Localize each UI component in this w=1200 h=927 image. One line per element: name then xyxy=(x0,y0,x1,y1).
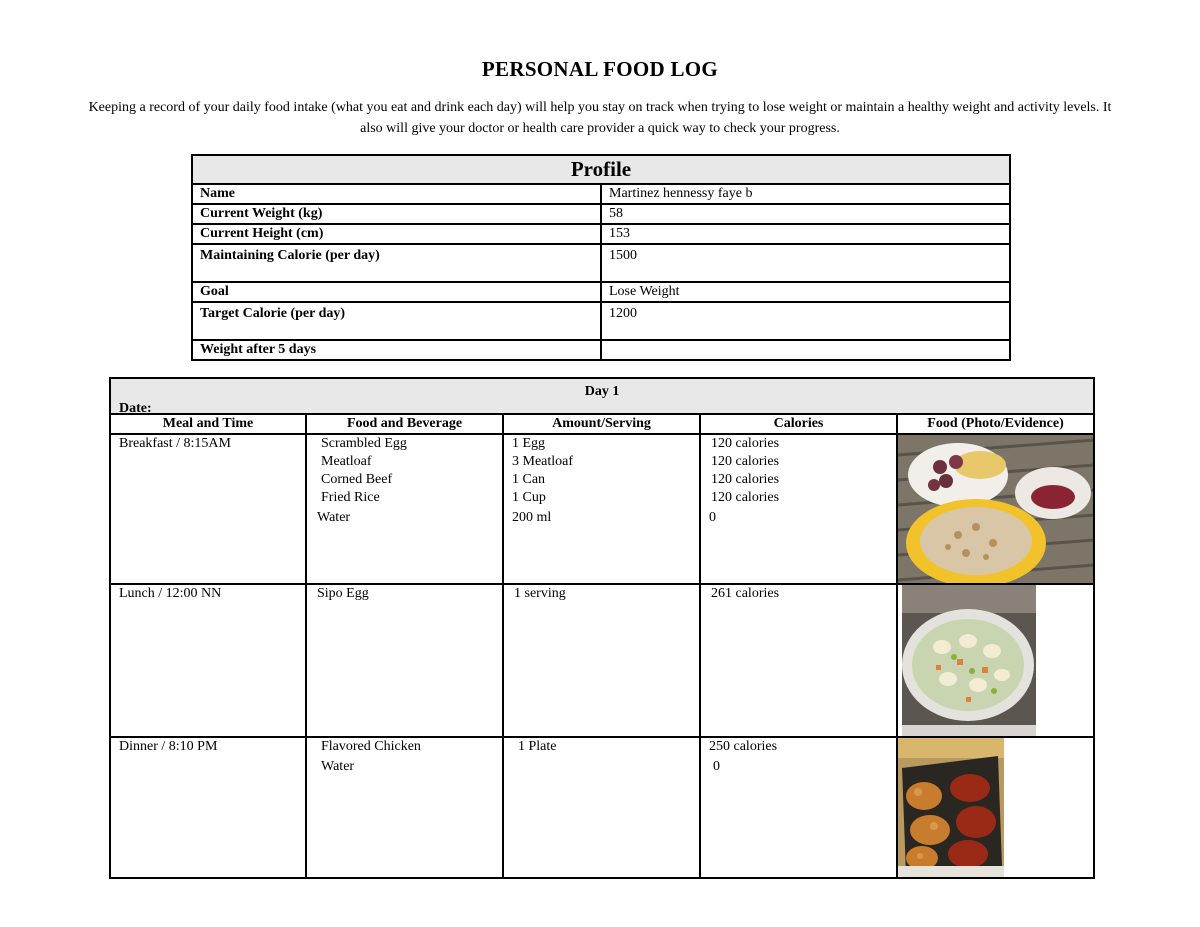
table-row xyxy=(110,584,1094,737)
amount-item: 1 Can xyxy=(512,472,546,487)
date-label: Date: xyxy=(119,401,152,414)
calories-cell xyxy=(700,584,897,737)
column-header-meal: Meal and Time xyxy=(110,414,306,434)
calories-cell xyxy=(700,434,897,584)
table-row xyxy=(110,737,1094,878)
profile-value-height: 153 xyxy=(601,224,1010,244)
meal-cell xyxy=(110,584,306,737)
food-item: Scrambled Egg xyxy=(321,436,407,451)
photo-cell xyxy=(897,434,1094,584)
photo-cell xyxy=(897,584,1094,737)
photo-cell xyxy=(897,737,1094,878)
calorie-item: 0 xyxy=(713,759,720,774)
food-cell xyxy=(306,434,503,584)
column-header-calories: Calories xyxy=(700,414,897,434)
food-cell xyxy=(306,737,503,878)
column-header-food: Food and Beverage xyxy=(306,414,503,434)
food-item: Flavored Chicken xyxy=(321,739,421,754)
profile-label-weight: Current Weight (kg) xyxy=(192,204,601,224)
column-header-photo: Food (Photo/Evidence) xyxy=(897,414,1094,434)
food-item: Water xyxy=(321,759,355,774)
profile-value-goal: Lose Weight xyxy=(601,282,1010,302)
profile-label-maintaining-calorie: Maintaining Calorie (per day) xyxy=(192,244,601,282)
food-item: Sipo Egg xyxy=(317,586,369,601)
food-item: Meatloaf xyxy=(321,454,372,469)
profile-label-goal: Goal xyxy=(192,282,601,302)
calories-cell xyxy=(700,737,897,878)
amount-item: 1 serving xyxy=(514,586,566,601)
amount-cell xyxy=(503,434,700,584)
profile-value-name: Martinez hennessy faye b xyxy=(601,184,1010,204)
column-header-amount: Amount/Serving xyxy=(503,414,700,434)
amount-item: 3 Meatloaf xyxy=(512,454,574,469)
amount-item: 1 Cup xyxy=(512,490,546,505)
food-log-table xyxy=(109,377,1095,879)
meal-time: Lunch / 12:00 NN xyxy=(119,586,222,601)
profile-value-maintaining-calorie: 1500 xyxy=(601,244,1010,282)
dinner-photo xyxy=(898,738,1004,878)
meal-cell xyxy=(110,434,306,584)
profile-value-weight-after xyxy=(601,340,1010,360)
calorie-item: 0 xyxy=(709,510,716,525)
food-item: Fried Rice xyxy=(321,490,380,505)
profile-value-weight: 58 xyxy=(601,204,1010,224)
profile-label-target-calorie: Target Calorie (per day) xyxy=(192,302,601,340)
profile-heading: Profile xyxy=(192,155,1010,184)
intro-paragraph: Keeping a record of your daily food intake (what you eat and drink each day) will help you stay on track when trying to lose weight or maintain a healthy weight and activity levels. It also will give your doctor or health care provider a quick way to check your progress. xyxy=(88,100,1112,136)
page-title: PERSONAL FOOD LOG xyxy=(481,57,719,81)
calorie-item: 250 calories xyxy=(709,739,778,754)
food-item: Corned Beef xyxy=(321,472,393,487)
lunch-photo xyxy=(902,585,1036,737)
amount-item: 200 ml xyxy=(512,510,552,525)
amount-cell xyxy=(503,584,700,737)
calorie-item: 120 calories xyxy=(711,490,780,505)
profile-label-name: Name xyxy=(192,184,601,204)
table-row xyxy=(110,434,1094,584)
amount-item: 1 Egg xyxy=(512,436,546,451)
profile-label-height: Current Height (cm) xyxy=(192,224,601,244)
calorie-item: 120 calories xyxy=(711,436,780,451)
day-header xyxy=(110,378,1094,414)
amount-cell xyxy=(503,737,700,878)
breakfast-photo xyxy=(898,435,1094,584)
profile-table xyxy=(191,154,1011,361)
profile-label-weight-after: Weight after 5 days xyxy=(192,340,601,360)
meal-time: Breakfast / 8:15AM xyxy=(119,436,231,451)
profile-value-target-calorie: 1200 xyxy=(601,302,1010,340)
calorie-item: 120 calories xyxy=(711,454,780,469)
meal-time: Dinner / 8:10 PM xyxy=(119,739,218,754)
day-label: Day 1 xyxy=(584,384,620,399)
calorie-item: 261 calories xyxy=(711,586,780,601)
meal-cell xyxy=(110,737,306,878)
calorie-item: 120 calories xyxy=(711,472,780,487)
amount-item: 1 Plate xyxy=(518,739,557,754)
food-cell xyxy=(306,584,503,737)
food-item: Water xyxy=(317,510,351,525)
